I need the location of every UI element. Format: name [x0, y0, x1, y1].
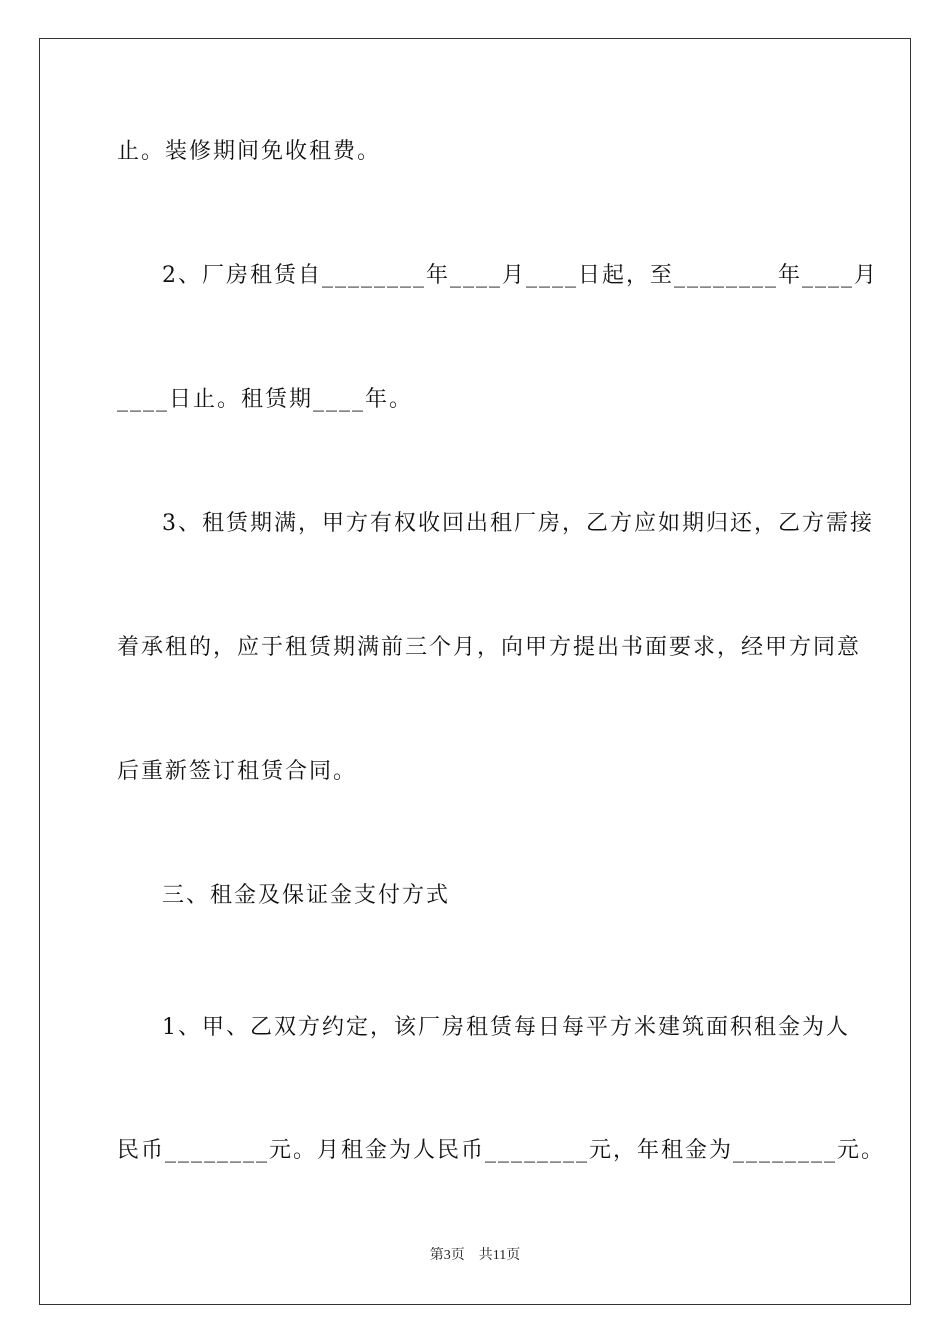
section-heading: 三、租金及保证金支付方式: [162, 883, 451, 908]
text-line-8: 1、甲、乙双方约定，该厂房租赁每日每平方米建筑面积租金为人: [162, 1015, 850, 1040]
page-border: [39, 38, 911, 1305]
text-line-9: 民币________元。月租金为人民币________元，年租金为________元。: [117, 1138, 886, 1163]
page-number: 第3页 共11页: [429, 1248, 521, 1263]
text-line-1: 止。装修期间免收租费。: [117, 139, 382, 164]
text-line-3: ____日止。租赁期____年。: [117, 387, 414, 412]
text-line-6: 后重新签订租赁合同。: [117, 759, 358, 784]
text-line-2: 2、厂房租赁自________年____月____日起，至________年____月: [162, 263, 878, 288]
text-line-5: 着承租的，应于租赁期满前三个月，向甲方提出书面要求，经甲方同意: [117, 635, 862, 660]
text-line-4: 3、租赁期满，甲方有权收回出租厂房，乙方应如期归还，乙方需接: [162, 511, 874, 536]
